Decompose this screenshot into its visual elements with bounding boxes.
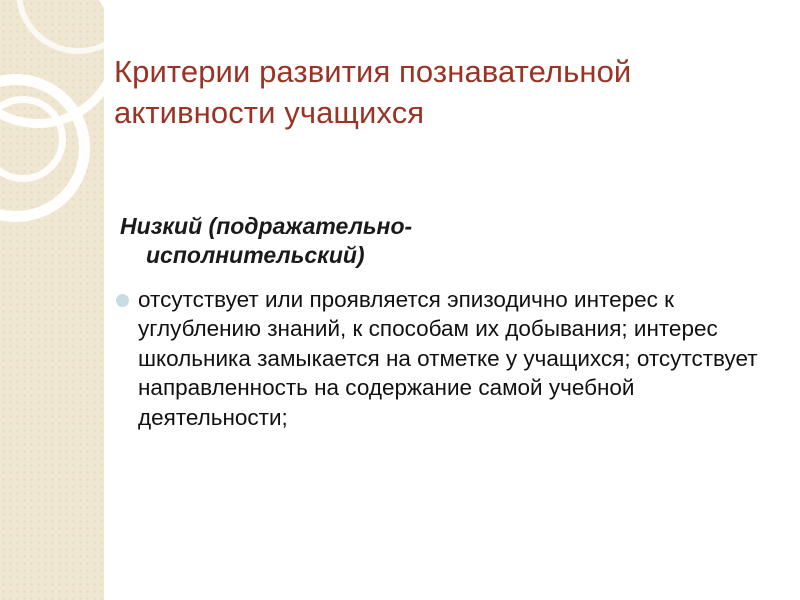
bullet-dot-icon — [116, 294, 129, 307]
decorative-left-band — [0, 0, 108, 600]
list-item-text: отсутствует или проявляется эпизодично интерес к углублению знаний, к способам их добывания; интерес школьника замыкается на отметке у учащихся; отсутствует направленность на содержание самой учебной деятельности; — [138, 286, 758, 430]
subheading-line-2: исполнительский) — [146, 242, 365, 269]
subheading — [120, 212, 660, 271]
list-item — [116, 285, 792, 432]
subheading-line-1: Низкий (подражательно- — [120, 213, 413, 239]
slide-body — [112, 212, 792, 432]
slide-content — [108, 0, 800, 600]
slide-title: Критерии развития познавательной активности учащихся — [114, 54, 632, 130]
